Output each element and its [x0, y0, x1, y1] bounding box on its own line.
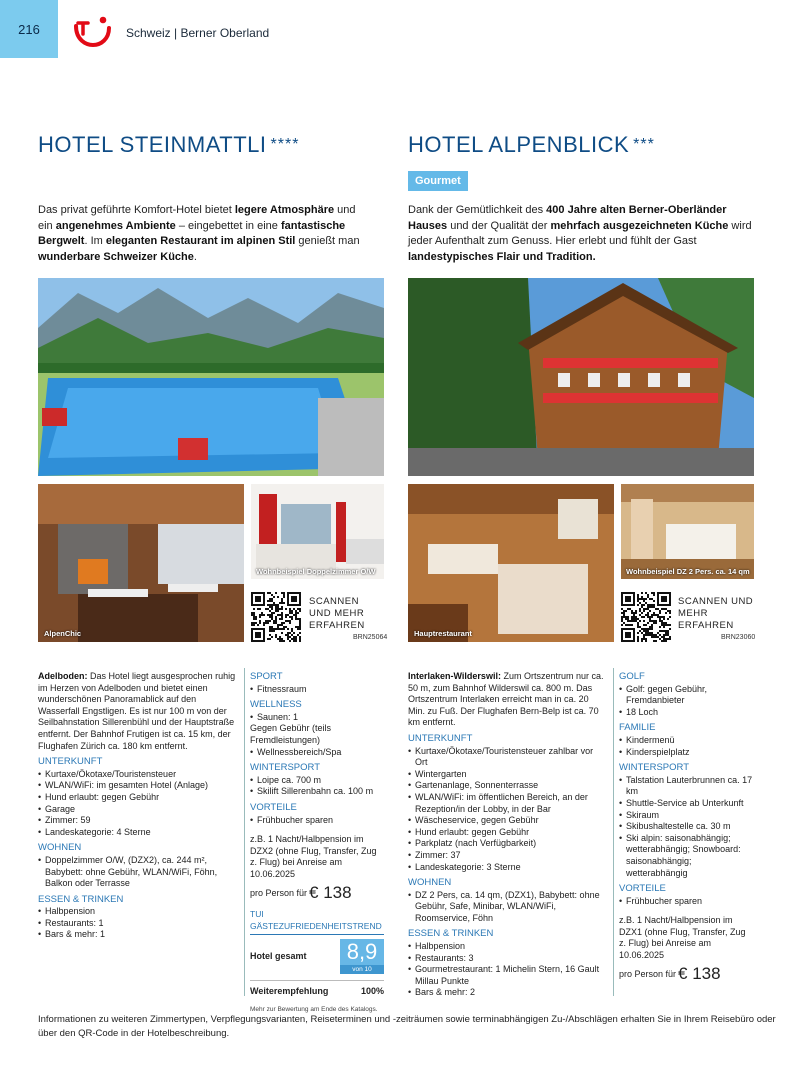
- recommend-label: Weiterempfehlung: [250, 986, 329, 997]
- rating-box: [250, 909, 384, 1015]
- location-text: [38, 671, 238, 752]
- intro-segment: legere Atmosphäre: [234, 204, 335, 216]
- intro-segment: . Im: [84, 235, 106, 247]
- list-item: • Zimmer: 37: [408, 850, 606, 862]
- hotel1-pool-photo: [38, 278, 384, 476]
- intro-segment: 400 Jahre alten Berner-Oberländer Hauses: [408, 204, 727, 232]
- section-title: ESSEN & TRINKEN: [38, 893, 124, 905]
- hotel2-scan-text: SCANNEN UND MEHR ERFAHREN: [678, 596, 754, 631]
- list-item: • Skibushaltestelle ca. 30 m: [619, 821, 754, 833]
- list-item: • Zimmer: 59: [38, 815, 238, 827]
- page-number: 216: [0, 0, 58, 58]
- list-item: • WLAN/WiFi: im öffentlichen Bereich, an der Rezeption/in der Lobby, in der Bar: [408, 792, 606, 815]
- hotel2-code: BRN23060: [721, 634, 756, 641]
- section-title: WOHNEN: [38, 842, 82, 854]
- intro-segment: – eingebettet in eine: [175, 219, 281, 232]
- intro-segment: mehrfach ausgezeichneten Küche: [550, 219, 729, 232]
- price-label: pro Person für: [619, 968, 677, 979]
- intro-segment: und ein: [38, 204, 356, 232]
- rating-row: [250, 939, 384, 974]
- list-item: • Talstation Lauterbrunnen ca. 17 km: [619, 775, 754, 798]
- list-item: • Hund erlaubt: gegen Gebühr: [38, 792, 238, 804]
- bullet-list: [38, 906, 238, 941]
- list-item: • Halbpension: [38, 906, 238, 918]
- section-title: WINTERSPORT: [619, 762, 690, 774]
- hotel2-intro: [408, 203, 753, 265]
- intro-segment: Dank der Gemütlichkeit des: [408, 204, 547, 216]
- hotel1-qr-code-icon[interactable]: [251, 592, 301, 642]
- hotel2-qr-code-icon[interactable]: [621, 592, 671, 642]
- score-sub: von 10: [340, 965, 384, 974]
- rating-score: [340, 939, 384, 974]
- offer-text: z.B. 1 Nacht/Halbpension im DZX1 (ohne Flug, Transfer, Zug z. Flug) bei Anreise am 10.06.2025: [619, 915, 746, 961]
- footer-note: Informationen zu weiteren Zimmertypen, Verpflegungsvarianten, Reiseterminen und -zeiträumen sowie terminabhängigen Zu-/Abschlägen erhalten Sie in Ihrem Reisebüro oder über den QR-Code in der Hotelbeschreibung.: [38, 1014, 776, 1039]
- list-item: • Fitnessraum: [250, 684, 384, 696]
- list-item: • Shuttle-Service ab Unterkunft: [619, 798, 754, 810]
- list-item: • Restaurants: 1: [38, 918, 238, 930]
- list-item: • Landeskategorie: 3 Sterne: [408, 862, 606, 874]
- section-title: VORTEILE: [250, 801, 297, 813]
- section-title: WINTERSPORT: [250, 762, 321, 774]
- list-item: • Kinderspielplatz: [619, 747, 754, 759]
- list-item: • Restaurants: 3: [408, 953, 606, 965]
- hotel1-room-photo: [251, 484, 384, 579]
- list-item: • Garage: [38, 804, 238, 816]
- list-item: • Loipe ca. 700 m: [250, 775, 384, 787]
- intro-segment: genießt man: [295, 235, 360, 247]
- intro-segment: .: [193, 250, 197, 263]
- list-item: • WLAN/WiFi: im gesamten Hotel (Anlage): [38, 780, 238, 792]
- list-item: • Golf: gegen Gebühr, Fremdanbieter: [619, 684, 754, 707]
- list-item: • Wintergarten: [408, 769, 606, 781]
- bullet-list: [250, 815, 384, 827]
- hotel1-intro: [38, 203, 368, 265]
- list-item: • Bars & mehr: 1: [38, 929, 238, 941]
- rating-total-label: Hotel gesamt: [250, 950, 307, 961]
- recommend-row: [250, 980, 384, 998]
- rating-title: TUI GÄSTEZUFRIEDENHEITSTREND: [250, 909, 384, 935]
- hotel1-details-right: [250, 671, 384, 1015]
- list-item: • DZ 2 Pers, ca. 14 qm, (DZX1), Babybett: ohne Gebühr, Safe, Minibar, WLAN/WiFi, Roomservice, Föhn: [408, 890, 606, 925]
- bullet-list: [250, 712, 384, 724]
- location-description: Zum Ortszentrum nur ca. 50 m, zum Bahnhof Wilderswil ca. 800 m. Das Ortszentrum Interlaken erreicht man in ca. 20 Min. zu Fuß. Der Flughafen Bern-Belp ist ca. 70 km entfernt.: [408, 671, 604, 728]
- hotel2-stars: ***: [633, 136, 655, 153]
- list-item: • Wellnessbereich/Spa: [250, 747, 384, 759]
- list-item: • Kurtaxe/Ökotaxe/Touristensteuer: [38, 769, 238, 781]
- hotel1-scan-text: SCANNEN UND MEHR ERFAHREN: [309, 596, 365, 631]
- gourmet-badge: Gourmet: [408, 171, 468, 191]
- section-title: UNTERKUNFT: [38, 756, 103, 768]
- location-text: [408, 671, 606, 729]
- list-item: • Halbpension: [408, 941, 606, 953]
- list-item: • Frühbucher sparen: [619, 896, 754, 908]
- list-item: • 18 Loch: [619, 707, 754, 719]
- list-item: • Skiraum: [619, 810, 754, 822]
- list-item: • Parkplatz (nach Verfügbarkeit): [408, 838, 606, 850]
- location-label: Adelboden:: [38, 671, 88, 681]
- list-item: • Skilift Sillerenbahn ca. 100 m: [250, 786, 384, 798]
- price-value: € 138: [678, 963, 721, 983]
- location-description: Das Hotel liegt ausgesprochen ruhig im Herzen von Adelboden und bietet einen wunderschönen Panoramablick auf den Wasserfall Engstligen. Es ist nur 100 m von der Seilbahnstation Sillerenbühl und der Hauptstraße entfernt. Der Bahnhof Frutigen ist ca. 15 km, der Flughafen Zürich ca. 180 km entfernt.: [38, 671, 236, 751]
- intro-segment: landestypisches Flair und Tradition.: [408, 250, 596, 263]
- bullet-list: [619, 896, 754, 908]
- section-title: VORTEILE: [619, 883, 666, 895]
- list-item: • Saunen: 1: [250, 712, 384, 724]
- hotel1-name: HOTEL STEINMATTLI: [38, 132, 267, 157]
- hotel2-name: HOTEL ALPENBLICK: [408, 132, 630, 157]
- intro-segment: angenehmes Ambiente: [55, 219, 176, 232]
- hotel1-room-caption: Wohnbeispiel Doppelzimmer O/W: [256, 567, 376, 576]
- hotel2-room-photo: [621, 484, 754, 579]
- intro-segment: wunderbare Schweizer Küche: [38, 250, 194, 263]
- score-value: 8,9: [346, 939, 378, 965]
- hotel1-restaurant-photo: [38, 484, 244, 642]
- bullet-list: [38, 769, 238, 839]
- recommend-value: 100%: [360, 986, 384, 997]
- list-item: • Hund erlaubt: gegen Gebühr: [408, 827, 606, 839]
- section-text: Gegen Gebühr (teils Fremdleistungen): [250, 723, 332, 745]
- list-item: • Landeskategorie: 4 Sterne: [38, 827, 238, 839]
- hotel2-restaurant-photo: [408, 484, 614, 642]
- offer-text: z.B. 1 Nacht/Halbpension im DZX2 (ohne Flug, Transfer, Zug z. Flug) bei Anreise am 10.06.2025: [250, 834, 377, 879]
- location-label: Interlaken-Wilderswil:: [408, 671, 501, 681]
- bullet-list: [250, 684, 384, 696]
- section-title: SPORT: [250, 671, 283, 682]
- list-item: • Doppelzimmer O/W, (DZX2), ca. 244 m², Babybett: ohne Gebühr, WLAN/WiFi, Föhn, Balkon oder Terrasse: [38, 855, 238, 890]
- section-title: ESSEN & TRINKEN: [408, 928, 494, 940]
- hotel2-room-caption: Wohnbeispiel DZ 2 Pers. ca. 14 qm: [626, 567, 750, 576]
- hotel1-restaurant-caption: AlpenChic: [44, 629, 82, 638]
- list-item: • Kurtaxe/Ökotaxe/Touristensteuer zahlbar vor Ort: [408, 746, 606, 769]
- hotel2-details-right: [619, 671, 754, 983]
- hotel2-title: [408, 132, 655, 158]
- list-item: • Kindermenü: [619, 735, 754, 747]
- section-title: UNTERKUNFT: [408, 732, 473, 744]
- section-title: WOHNEN: [408, 877, 452, 889]
- intro-segment: wird jeder Aufenthalt zum Genuss. Hier erlebt und fühlt der Gast: [408, 219, 752, 247]
- hotel1-code: BRN25064: [353, 634, 388, 641]
- divider: [613, 668, 614, 996]
- bullet-list: [38, 855, 238, 890]
- hotel2-details-left: [408, 671, 606, 999]
- bullet-list: [408, 941, 606, 999]
- intro-segment: fantastische Bergwelt: [38, 219, 346, 247]
- bullet-list: [250, 747, 384, 759]
- intro-segment: und der Qualität der: [447, 219, 551, 232]
- section-title: FAMILIE: [619, 722, 656, 734]
- price-value: € 138: [309, 882, 352, 902]
- bullet-list: [408, 746, 606, 874]
- list-item: • Bars & mehr: 2: [408, 987, 606, 999]
- bullet-list: [619, 775, 754, 879]
- hotel1-stars: ****: [270, 136, 300, 153]
- bullet-list: [250, 775, 384, 798]
- divider: [244, 668, 245, 996]
- intro-segment: Das privat geführte Komfort-Hotel bietet: [38, 204, 235, 216]
- price-label: pro Person für: [250, 887, 308, 898]
- hotel2-building-photo: [408, 278, 754, 476]
- bullet-list: [619, 684, 754, 719]
- hotel2-restaurant-caption: Hauptrestaurant: [414, 629, 472, 638]
- intro-segment: eleganten Restaurant im alpinen Stil: [105, 235, 296, 247]
- hotel1-title: [38, 132, 299, 158]
- list-item: • Gourmetrestaurant: 1 Michelin Stern, 16 Gault Millau Punkte: [408, 964, 606, 987]
- hotel1-details-left: [38, 671, 238, 941]
- list-item: • Gartenanlage, Sonnenterrasse: [408, 780, 606, 792]
- list-item: • Wäscheservice, gegen Gebühr: [408, 815, 606, 827]
- bullet-list: [619, 735, 754, 758]
- bullet-list: [408, 890, 606, 925]
- list-item: • Frühbucher sparen: [250, 815, 384, 827]
- section-title: GOLF: [619, 671, 645, 682]
- price-line: [250, 882, 384, 902]
- rating-note: Mehr zur Bewertung am Ende des Katalogs.: [250, 1005, 378, 1013]
- tui-logo-icon: [73, 14, 113, 48]
- breadcrumb: Schweiz | Berner Oberland: [126, 26, 270, 40]
- price-line: [619, 963, 754, 983]
- section-title: WELLNESS: [250, 699, 302, 711]
- list-item: • Ski alpin: saisonabhängig; wetterabhängig; Snowboard: saisonabhängig; wetterabhängig: [619, 833, 754, 879]
